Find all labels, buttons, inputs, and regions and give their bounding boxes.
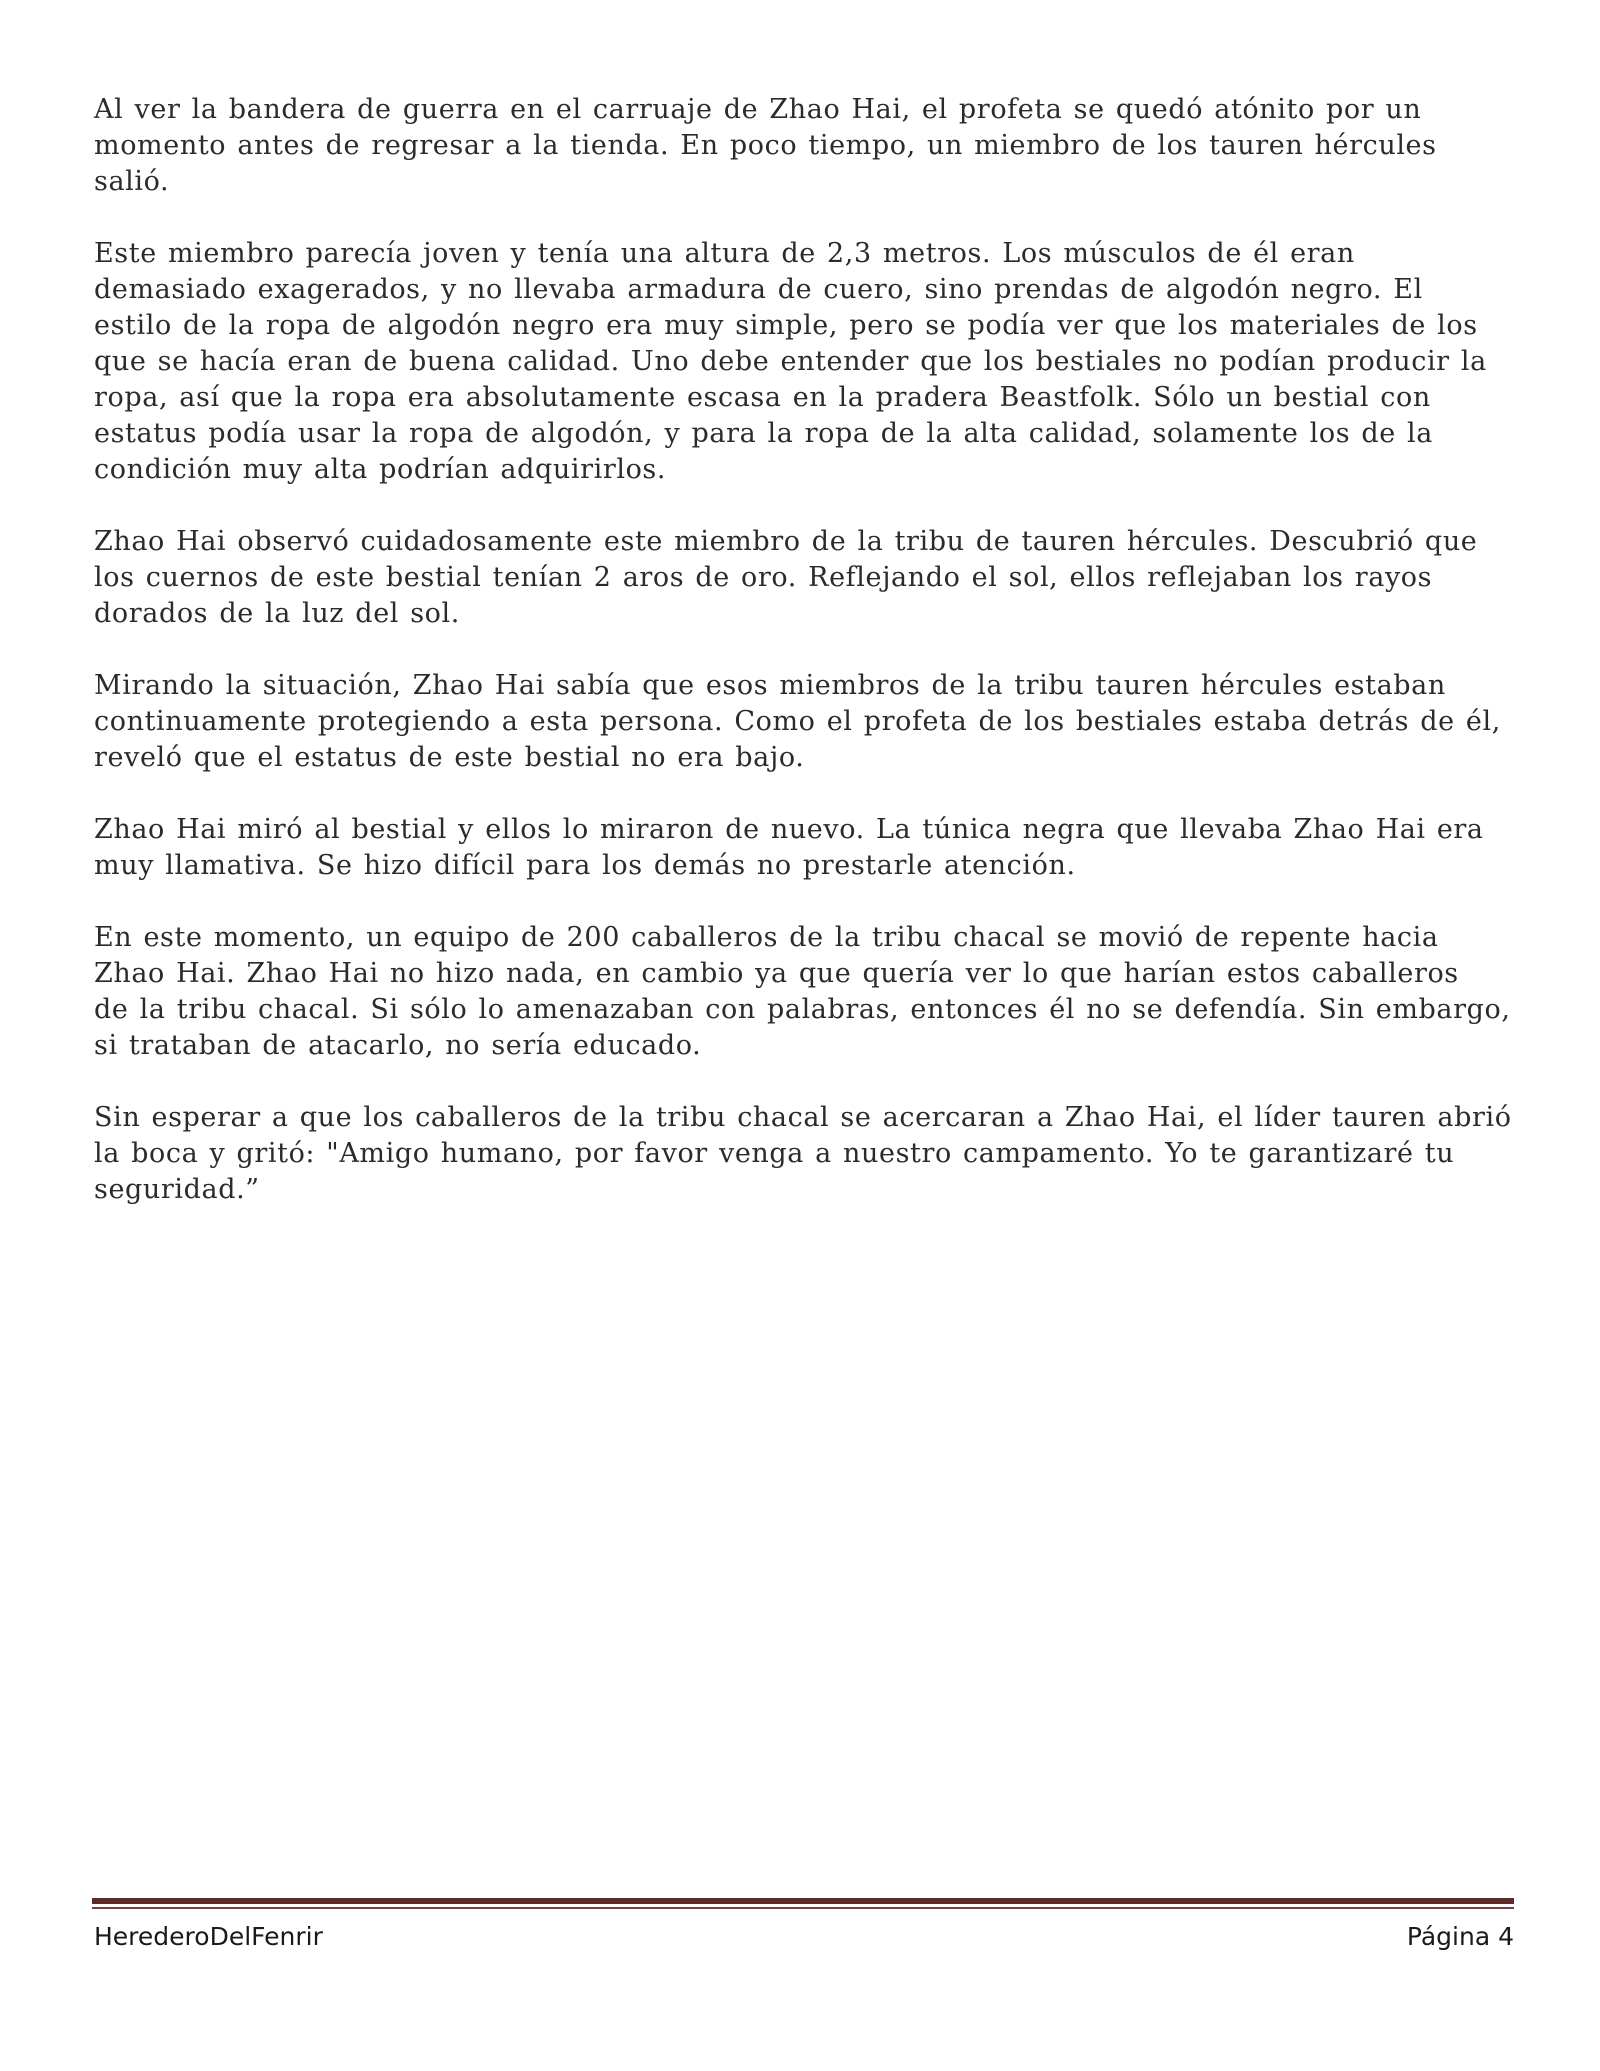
text-line: continuamente protegiendo a esta persona. Como el profeta de los bestiales estaba detrás de él, bbox=[94, 706, 1501, 737]
text-line: dorados de la luz del sol. bbox=[94, 598, 460, 629]
body-text bbox=[94, 92, 1524, 1244]
text-line: Al ver la bandera de guerra en el carruaje de Zhao Hai, el profeta se quedó atónito por un bbox=[94, 94, 1422, 125]
text-line: reveló que el estatus de este bestial no era bajo. bbox=[94, 742, 805, 773]
text-line: Sin esperar a que los caballeros de la tribu chacal se acercaran a Zhao Hai, el líder tauren abrió bbox=[94, 1102, 1512, 1133]
text-line: En este momento, un equipo de 200 caballeros de la tribu chacal se movió de repente hacia bbox=[94, 922, 1439, 953]
footer-rule bbox=[92, 1898, 1514, 1912]
footer-rule-thick bbox=[92, 1898, 1514, 1904]
page-footer bbox=[94, 1918, 1514, 1958]
footer-rule-thin bbox=[92, 1907, 1514, 1909]
text-line: muy llamativa. Se hizo difícil para los demás no prestarle atención. bbox=[94, 850, 1076, 881]
text-line: Este miembro parecía joven y tenía una altura de 2,3 metros. Los músculos de él eran bbox=[94, 238, 1355, 269]
paragraph bbox=[94, 236, 1524, 488]
paragraph bbox=[94, 1100, 1524, 1208]
text-line: condición muy alta podrían adquirirlos. bbox=[94, 454, 667, 485]
text-line: que se hacía eran de buena calidad. Uno debe entender que los bestiales no podían producir la bbox=[94, 346, 1487, 377]
text-line: de la tribu chacal. Si sólo lo amenazaban con palabras, entonces él no se defendía. Sin embargo, bbox=[94, 994, 1511, 1025]
text-line: Zhao Hai miró al bestial y ellos lo miraron de nuevo. La túnica negra que llevaba Zhao Hai era bbox=[94, 814, 1484, 845]
text-line: Zhao Hai observó cuidadosamente este miembro de la tribu de tauren hércules. Descubrió que bbox=[94, 526, 1478, 557]
text-line: Zhao Hai. Zhao Hai no hizo nada, en cambio ya que quería ver lo que harían estos caballeros bbox=[94, 958, 1459, 989]
footer-page-number: Página 4 bbox=[1406, 1922, 1514, 1951]
footer-author: HerederoDelFenrir bbox=[94, 1922, 323, 1951]
text-line: Mirando la situación, Zhao Hai sabía que esos miembros de la tribu tauren hércules estaban bbox=[94, 670, 1446, 701]
text-line: los cuernos de este bestial tenían 2 aros de oro. Reflejando el sol, ellos reflejaban los rayos bbox=[94, 562, 1433, 593]
text-line: la boca y gritó: "Amigo humano, por favor venga a nuestro campamento. Yo te garantizaré tu bbox=[94, 1138, 1455, 1169]
paragraph bbox=[94, 812, 1524, 884]
text-line: momento antes de regresar a la tienda. En poco tiempo, un miembro de los tauren hércules bbox=[94, 130, 1437, 161]
text-line: salió. bbox=[94, 166, 170, 197]
text-line: seguridad.” bbox=[94, 1174, 260, 1205]
paragraph bbox=[94, 92, 1524, 200]
text-line: demasiado exagerados, y no llevaba armadura de cuero, sino prendas de algodón negro. El bbox=[94, 274, 1423, 305]
text-line: estatus podía usar la ropa de algodón, y para la ropa de la alta calidad, solamente los de la bbox=[94, 418, 1433, 449]
paragraph bbox=[94, 668, 1524, 776]
text-line: estilo de la ropa de algodón negro era muy simple, pero se podía ver que los materiales de los bbox=[94, 310, 1478, 341]
text-line: si trataban de atacarlo, no sería educado. bbox=[94, 1030, 702, 1061]
text-line: ropa, así que la ropa era absolutamente escasa en la pradera Beastfolk. Sólo un bestial con bbox=[94, 382, 1431, 413]
paragraph bbox=[94, 524, 1524, 632]
paragraph bbox=[94, 920, 1524, 1064]
